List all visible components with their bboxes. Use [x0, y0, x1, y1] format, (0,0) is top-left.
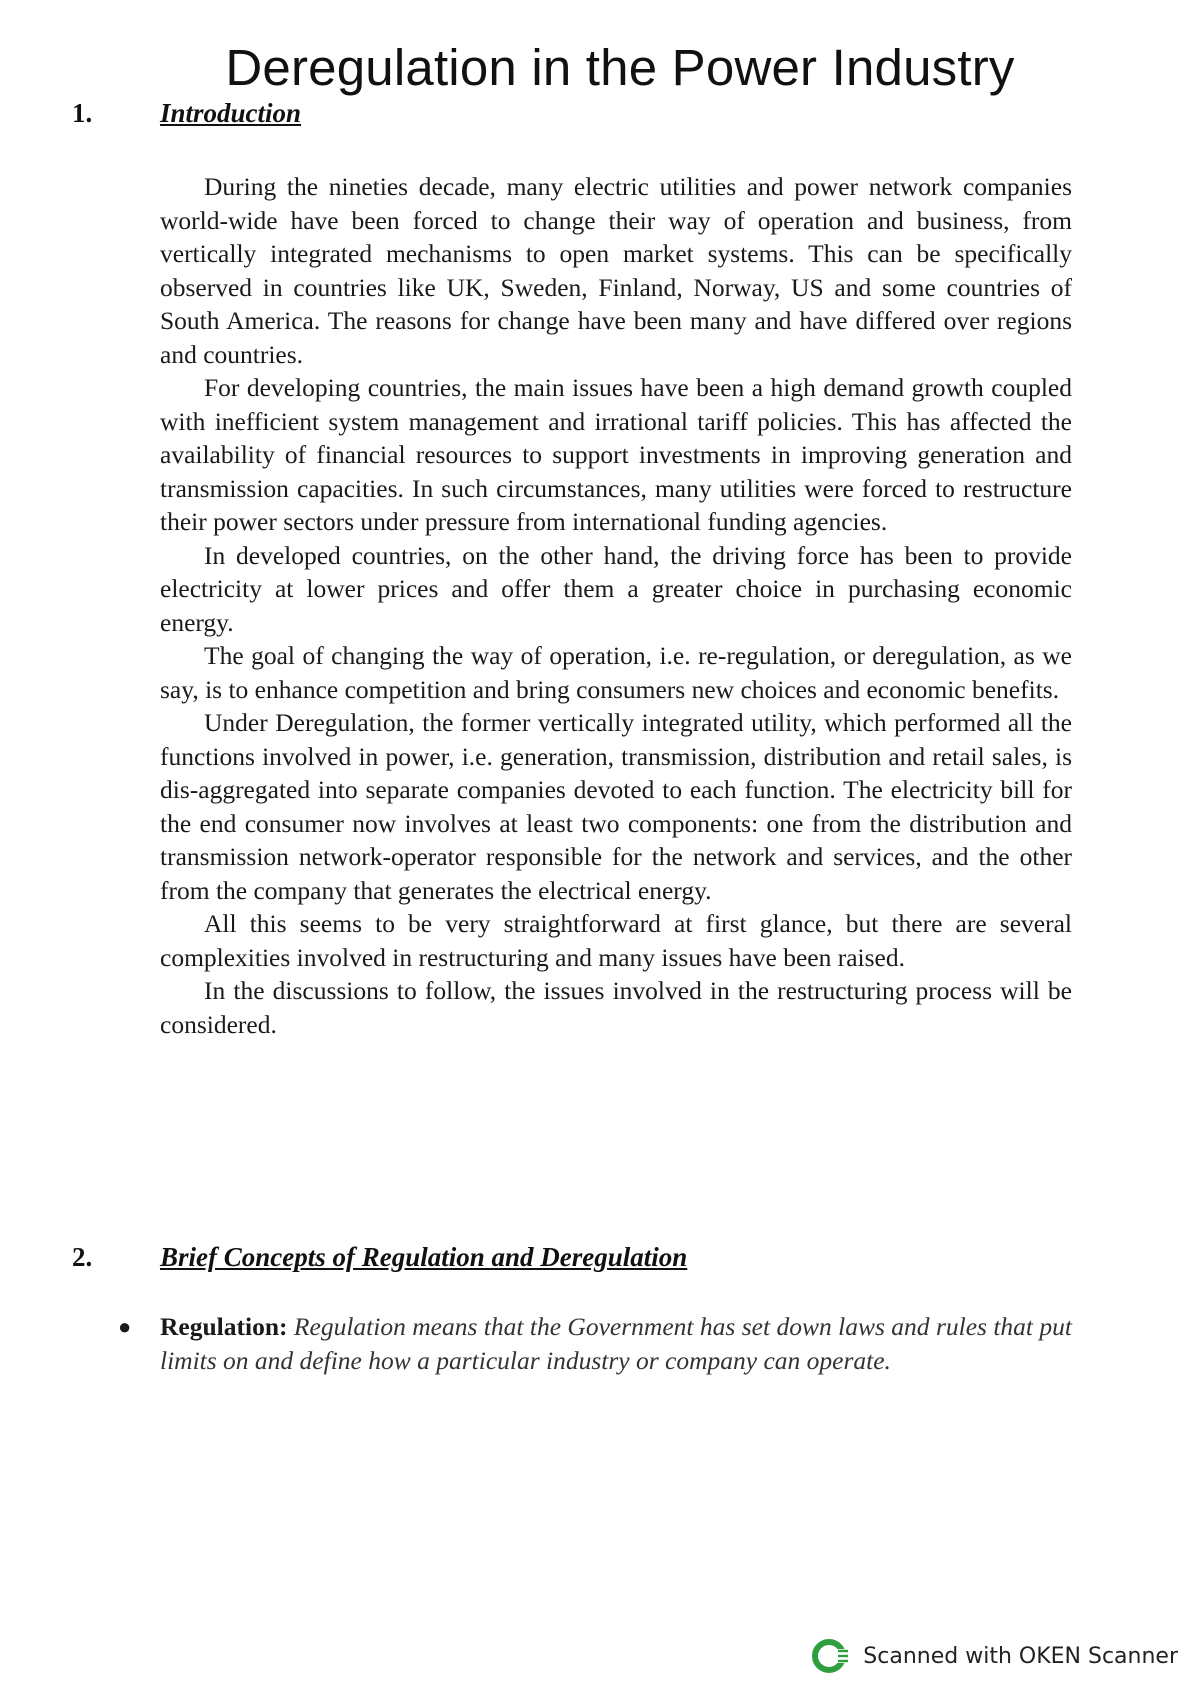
- bullet-item-regulation: [118, 1310, 1072, 1377]
- paragraph: In developed countries, on the other hand, the driving force has been to provide electricity at lower prices and offer them a greater choice in purchasing economic energy.: [160, 540, 1072, 637]
- bullet-icon: ●: [118, 1314, 132, 1339]
- section-1-number: 1.: [72, 98, 93, 128]
- oken-scanner-logo-icon: [811, 1636, 851, 1676]
- section-1-body: [160, 170, 1072, 1041]
- document-title: Deregulation in the Power Industry: [225, 39, 1015, 96]
- watermark-text: Scanned with OKEN Scanner: [863, 1643, 1178, 1669]
- paragraph: In the discussions to follow, the issues involved in the restructuring process will be considered.: [160, 976, 1072, 1039]
- section-2-number: 2.: [72, 1242, 93, 1272]
- scanner-watermark: [811, 1636, 1178, 1676]
- bullet-content: [160, 1310, 1072, 1377]
- paragraph: Under Deregulation, the former vertically integrated utility, which performed all the functions involved in power, i.e. generation, transmission, distribution and retail sales, is dis-aggregated into separate companies devoted to each function. The electricity bill for the end consumer now involves at least two components: one from the distribution and transmission network-operator responsible for the network and services, and the other from the company that generates the electrical energy.: [160, 708, 1072, 905]
- paragraph: The goal of changing the way of operation, i.e. re-regulation, or deregulation, as we say, is to enhance competition and bring consumers new choices and economic benefits.: [160, 641, 1072, 704]
- paragraph: For developing countries, the main issues have been a high demand growth coupled with inefficient system management and irrational tariff policies. This has affected the availability of financial resources to support investments in improving generation and transmission capacities. In such circumstances, many utilities were forced to restructure their power sectors under pressure from international funding agencies.: [160, 373, 1072, 536]
- section-1-title: Introduction: [160, 98, 302, 128]
- bullet-definition: Regulation means that the Government has set down laws and rules that put limits on and define how a particular industry or company can operate.: [160, 1312, 1073, 1375]
- bullet-label: Regulation:: [160, 1312, 288, 1341]
- section-2-title: Brief Concepts of Regulation and Deregulation: [160, 1242, 688, 1272]
- paragraph: All this seems to be very straightforward at first glance, but there are several complexities involved in restructuring and many issues have been raised.: [160, 909, 1072, 972]
- paragraph: During the nineties decade, many electric utilities and power network companies world-wide have been forced to change their way of operation and business, from vertically integrated mechanisms to open market systems. This can be specifically observed in countries like UK, Sweden, Finland, Norway, US and some countries of South America. The reasons for change have been many and have differed over regions and countries.: [160, 172, 1072, 369]
